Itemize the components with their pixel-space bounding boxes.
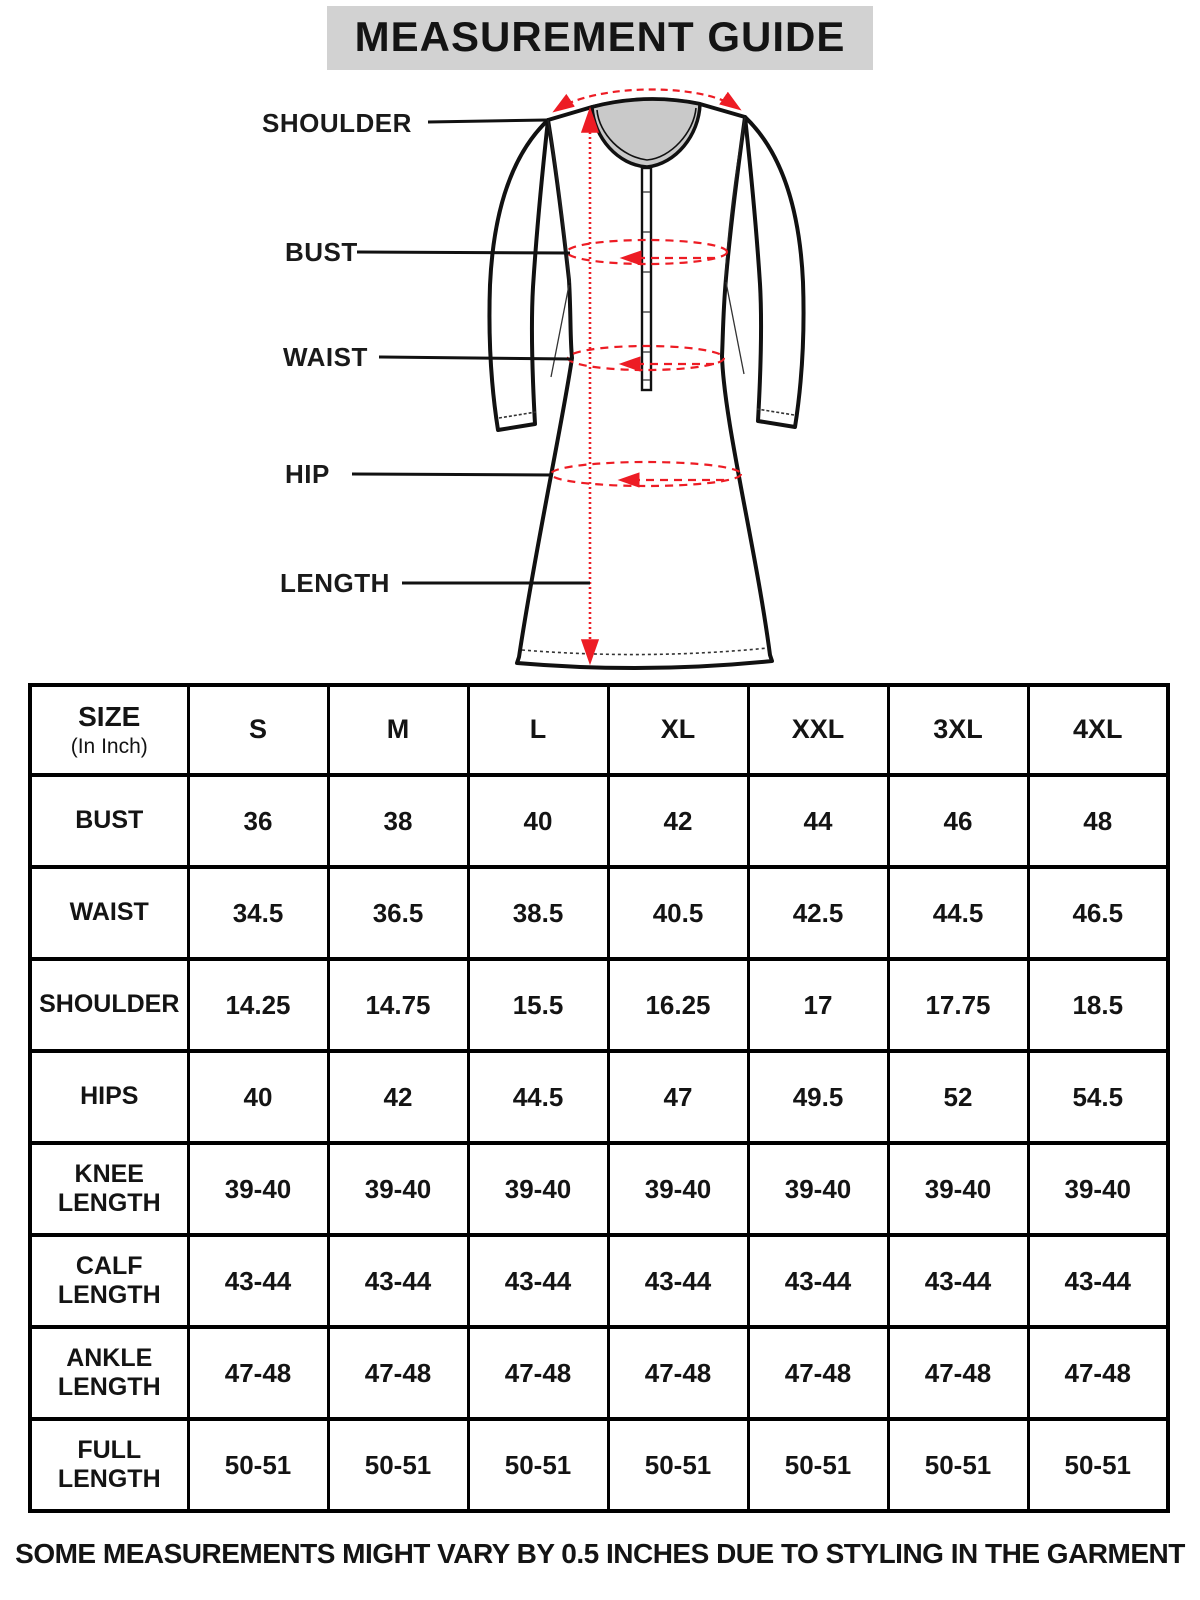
measurement-cell: 16.25 (608, 959, 748, 1051)
page-title: MEASUREMENT GUIDE (327, 6, 874, 70)
table-body (30, 775, 1168, 1511)
measurement-cell: 38.5 (468, 867, 608, 959)
left-sleeve (489, 120, 548, 430)
measurement-cell: 49.5 (748, 1051, 888, 1143)
measurement-cell: 44 (748, 775, 888, 867)
row-label: ANKLE LENGTH (30, 1327, 188, 1419)
measurement-cell: 39-40 (748, 1143, 888, 1235)
row-label: SHOULDER (30, 959, 188, 1051)
measurement-cell: 39-40 (328, 1143, 468, 1235)
measurement-cell: 47-48 (1028, 1327, 1168, 1419)
measurement-cell: 54.5 (1028, 1051, 1168, 1143)
footer-note: SOME MEASUREMENTS MIGHT VARY BY 0.5 INCHES DUE TO STYLING IN THE GARMENT (15, 1538, 1185, 1569)
table-row (30, 1419, 1168, 1511)
measurement-cell: 14.75 (328, 959, 468, 1051)
measurement-cell: 46.5 (1028, 867, 1168, 959)
size-header-unit: (In Inch) (70, 735, 148, 759)
size-column-header: XL (608, 685, 748, 775)
measurement-cell: 39-40 (468, 1143, 608, 1235)
measurement-cell: 17.75 (888, 959, 1028, 1051)
row-label: KNEE LENGTH (30, 1143, 188, 1235)
measurement-cell: 47-48 (748, 1327, 888, 1419)
measurement-cell: 42.5 (748, 867, 888, 959)
right-sleeve (745, 117, 804, 427)
left-dart-seam (551, 285, 569, 377)
measurement-cell: 50-51 (188, 1419, 328, 1511)
measurement-cell: 47-48 (608, 1327, 748, 1419)
measurement-cell: 43-44 (748, 1235, 888, 1327)
measurement-cell: 38 (328, 775, 468, 867)
table-row (30, 775, 1168, 867)
size-column-header: S (188, 685, 328, 775)
measurement-cell: 17 (748, 959, 888, 1051)
measurement-cell: 44.5 (888, 867, 1028, 959)
measurement-cell: 18.5 (1028, 959, 1168, 1051)
table-row (30, 1235, 1168, 1327)
measurement-cell: 39-40 (188, 1143, 328, 1235)
measurement-cell: 43-44 (468, 1235, 608, 1327)
measurement-cell: 43-44 (188, 1235, 328, 1327)
size-column-header: M (328, 685, 468, 775)
measurement-cell: 44.5 (468, 1051, 608, 1143)
size-column-header: 4XL (1028, 685, 1168, 775)
size-column-header: L (468, 685, 608, 775)
measurement-cell: 40.5 (608, 867, 748, 959)
measurement-cell: 43-44 (1028, 1235, 1168, 1327)
measurement-cell: 40 (188, 1051, 328, 1143)
label-bust: BUST (285, 237, 358, 267)
measurement-cell: 42 (608, 775, 748, 867)
measurement-cell: 39-40 (1028, 1143, 1168, 1235)
row-label: WAIST (30, 867, 188, 959)
size-header-title: SIZE (78, 701, 141, 733)
measurement-cell: 42 (328, 1051, 468, 1143)
measurement-cell: 47-48 (888, 1327, 1028, 1419)
measurement-cell: 50-51 (608, 1419, 748, 1511)
measurement-cell: 43-44 (328, 1235, 468, 1327)
size-header-cell (30, 685, 188, 775)
measurement-cell: 39-40 (888, 1143, 1028, 1235)
measurement-cell: 40 (468, 775, 608, 867)
measurement-cell: 15.5 (468, 959, 608, 1051)
table-header-row (30, 685, 1168, 775)
measurement-cell: 50-51 (748, 1419, 888, 1511)
label-hip: HIP (285, 459, 330, 489)
label-length: LENGTH (280, 568, 390, 598)
title-band (0, 6, 1200, 70)
measurement-cell: 43-44 (608, 1235, 748, 1327)
measurement-cell: 47-48 (188, 1327, 328, 1419)
measurement-cell: 50-51 (1028, 1419, 1168, 1511)
row-label: FULL LENGTH (30, 1419, 188, 1511)
size-chart-table (28, 683, 1170, 1513)
label-waist: WAIST (283, 342, 368, 372)
measurement-cell: 48 (1028, 775, 1168, 867)
row-label: CALF LENGTH (30, 1235, 188, 1327)
measurement-cell: 39-40 (608, 1143, 748, 1235)
measurement-cell: 34.5 (188, 867, 328, 959)
table-row (30, 1327, 1168, 1419)
size-column-header: 3XL (888, 685, 1028, 775)
table-row (30, 1051, 1168, 1143)
row-label: BUST (30, 775, 188, 867)
garment-diagram (0, 80, 1200, 682)
measurement-cell: 47-48 (328, 1327, 468, 1419)
button-placket (642, 168, 651, 390)
measurement-cell: 43-44 (888, 1235, 1028, 1327)
measurement-cell: 50-51 (468, 1419, 608, 1511)
measurement-cell: 46 (888, 775, 1028, 867)
label-shoulder: SHOULDER (262, 108, 412, 138)
row-label: HIPS (30, 1051, 188, 1143)
table-row (30, 959, 1168, 1051)
measurement-cell: 47 (608, 1051, 748, 1143)
measurement-cell: 47-48 (468, 1327, 608, 1419)
measurement-cell: 14.25 (188, 959, 328, 1051)
right-dart-seam (726, 282, 744, 374)
table-row (30, 1143, 1168, 1235)
measurement-cell: 50-51 (888, 1419, 1028, 1511)
table-row (30, 867, 1168, 959)
measurement-cell: 36 (188, 775, 328, 867)
garment-sketch (0, 80, 1200, 682)
measurement-cell: 52 (888, 1051, 1028, 1143)
size-column-header: XXL (748, 685, 888, 775)
measurement-cell: 50-51 (328, 1419, 468, 1511)
measurement-cell: 36.5 (328, 867, 468, 959)
